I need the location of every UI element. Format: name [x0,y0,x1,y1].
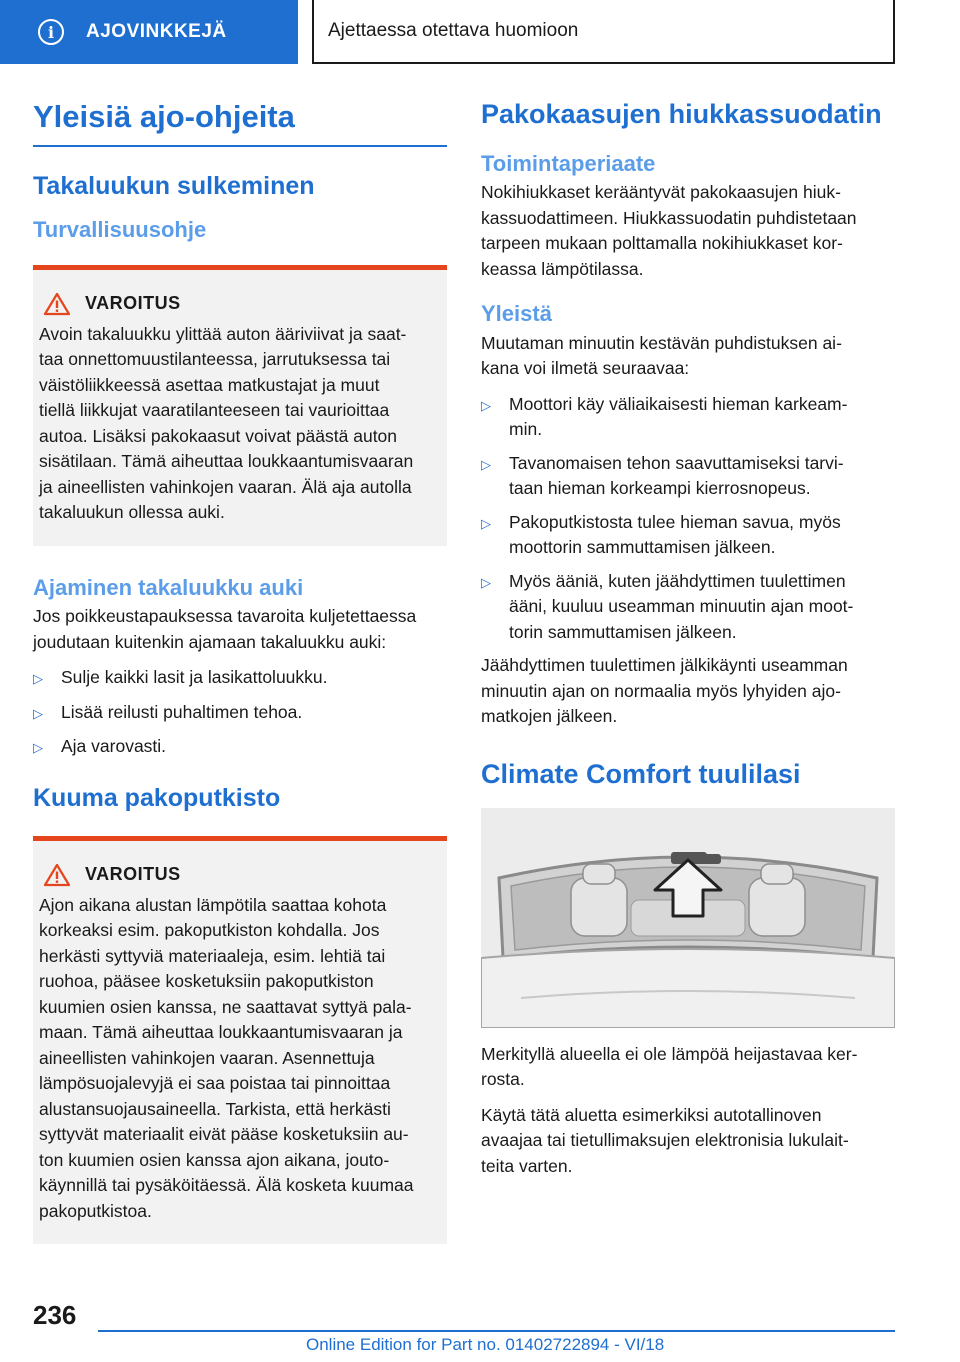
list-item: ▷ Aja varovasti. [33,734,447,761]
warning-box-exhaust [33,836,447,1245]
list-item: ▷ Lisää reilusti puhaltimen tehoa. [33,700,447,727]
windshield-illustration [481,808,895,1028]
heading-climate-comfort: Climate Comfort tuulilasi [481,758,801,789]
paragraph-tailgate-open: Jos poikkeustapauksessa tavaroita kuljetettaessa joudutaan kuitenkin ajamaan takaluukku auki: [33,606,417,652]
list-item: ▷ Tavanomaisen tehon saavuttamiseksi tarvi- taan hieman korkeampi kierrosnopeus. [481,451,895,502]
paragraph-principle: Nokihiukkaset kerääntyvät pakokaasujen hiuk- kassuodattimeen. Hiukkassuodatin puhdistetaan tarpeen mukaan polttamalla nokihiukkaset kor- keassa lämpötilassa. [481,182,857,279]
bullet-triangle-icon: ▷ [481,456,491,472]
chapter-tab[interactable] [0,0,298,64]
paragraph-fan-afterrun: Jäähdyttimen tuulettimen jälkikäynti useamman minuutin ajan on normaalia myös lyhyiden ajo- matkojen jälkeen. [481,655,848,727]
warning-text: Ajon aikana alustan lämpötila saattaa kohota korkeaksi esim. pakoputkiston kohdalla. Jos herkästi syttyviä materiaaleja, esim. lehtiä tai ruohoa, pääsee kosketuksiin pakoputkiston kuumien osien kanssa, ne saattavat syttyä pala- maan. Tämä aiheuttaa loukkaantumisvaaran ja aineellisten vahinkojen vaaran. Asennettuja lämpösuojalevyjä ei saa poistaa tai pinnoittaa alustansuojausaineella. Tarkista, että herkästi syttyvät materiaalit eivät pääse kosketuksiin au- ton kuumien osien kanssa ajon aikana, jouto- käynnillä tai pysäköitäessä. Älä kosketa kuumaa pakoputkistoa. [39,894,414,1221]
heading-tailgate-closing: Takaluukun sulkeminen [33,171,315,200]
section-title-box [312,0,895,64]
windshield-drawing [481,808,895,1028]
bullet-triangle-icon: ▷ [33,740,43,756]
bullet-triangle-icon: ▷ [33,705,43,721]
warning-triangle-icon [43,863,71,887]
warning-box-tailgate [33,265,447,546]
warning-triangle-icon [43,292,71,316]
list-cleaning-effects [481,392,895,646]
list-item: ▷ Sulje kaikki lasit ja lasikattoluukku. [33,665,447,692]
heading-hot-exhaust: Kuuma pakoputkisto [33,783,281,812]
left-column [33,98,447,1244]
bullet-triangle-icon: ▷ [481,397,491,413]
bullet-triangle-icon: ▷ [481,515,491,531]
warning-label: VAROITUS [85,864,181,885]
list-item: ▷ Pakoputkistosta tulee hieman savua, myös moottorin sammuttamisen jälkeen. [481,510,895,561]
heading-principle: Toimintaperiaate [481,150,656,176]
heading-particulate-filter: Pakokaasujen hiukkassuodatin [481,99,882,129]
footer-rule [98,1330,895,1332]
paragraph-marked-area: Merkityllä alueella ei ole lämpöä heijastavaa ker- rosta. [481,1043,858,1090]
warning-text: Avoin takaluukku ylittää auton ääriviivat ja saat- taa onnettomuustilanteessa, jarrutuksessa tai väistöliikkeessä asettaa matkustajat ja muut tiellä liikkujat vaaratilanteeseen tai vaurioittaa autoa. Lisäksi pakokaasut voivat päästä auton sisätilaan. Tämä aiheuttaa loukkaantumisvaaran ja aineellisten vahinkojen vaaran. Älä aja autolla takaluukun ollessa auki. [39,323,414,523]
list-tailgate-open [33,665,447,761]
bullet-triangle-icon: ▷ [33,671,43,687]
heading-driving-tailgate-open: Ajaminen takaluukku auki [33,574,304,600]
warning-label: VAROITUS [85,293,181,314]
list-item: ▷ Moottori käy väliaikaisesti hieman karkeam- min. [481,392,895,443]
chapter-tab-label: AJOVINKKEJÄ [86,21,227,42]
paragraph-general: Muutaman minuutin kestävän puhdistuksen ai- kana voi ilmetä seuraavaa: [481,332,842,379]
footer-edition: Online Edition for Part no. 01402722894 - VI/18 [306,1335,665,1354]
paragraph-area-usage: Käytä tätä aluetta esimerkiksi autotallinoven avaajaa tai tietullimaksujen elektronisia lukulait- teita varten. [481,1104,849,1176]
page-heading: Yleisiä ajo-ohjeita [33,98,447,147]
bullet-triangle-icon: ▷ [481,574,491,590]
section-title: Ajettaessa otettava huomioon [328,20,579,41]
page-number: 236 [33,1300,77,1330]
info-icon: i [38,19,64,45]
heading-safety-note: Turvallisuusohje [33,217,207,242]
right-column [481,98,895,1179]
list-item: ▷ Myös ääniä, kuten jäähdyttimen tuulettimen ääni, kuuluu useamman minuutin ajan moot- torin sammuttamisen jälkeen. [481,569,895,646]
heading-general: Yleistä [481,301,552,327]
